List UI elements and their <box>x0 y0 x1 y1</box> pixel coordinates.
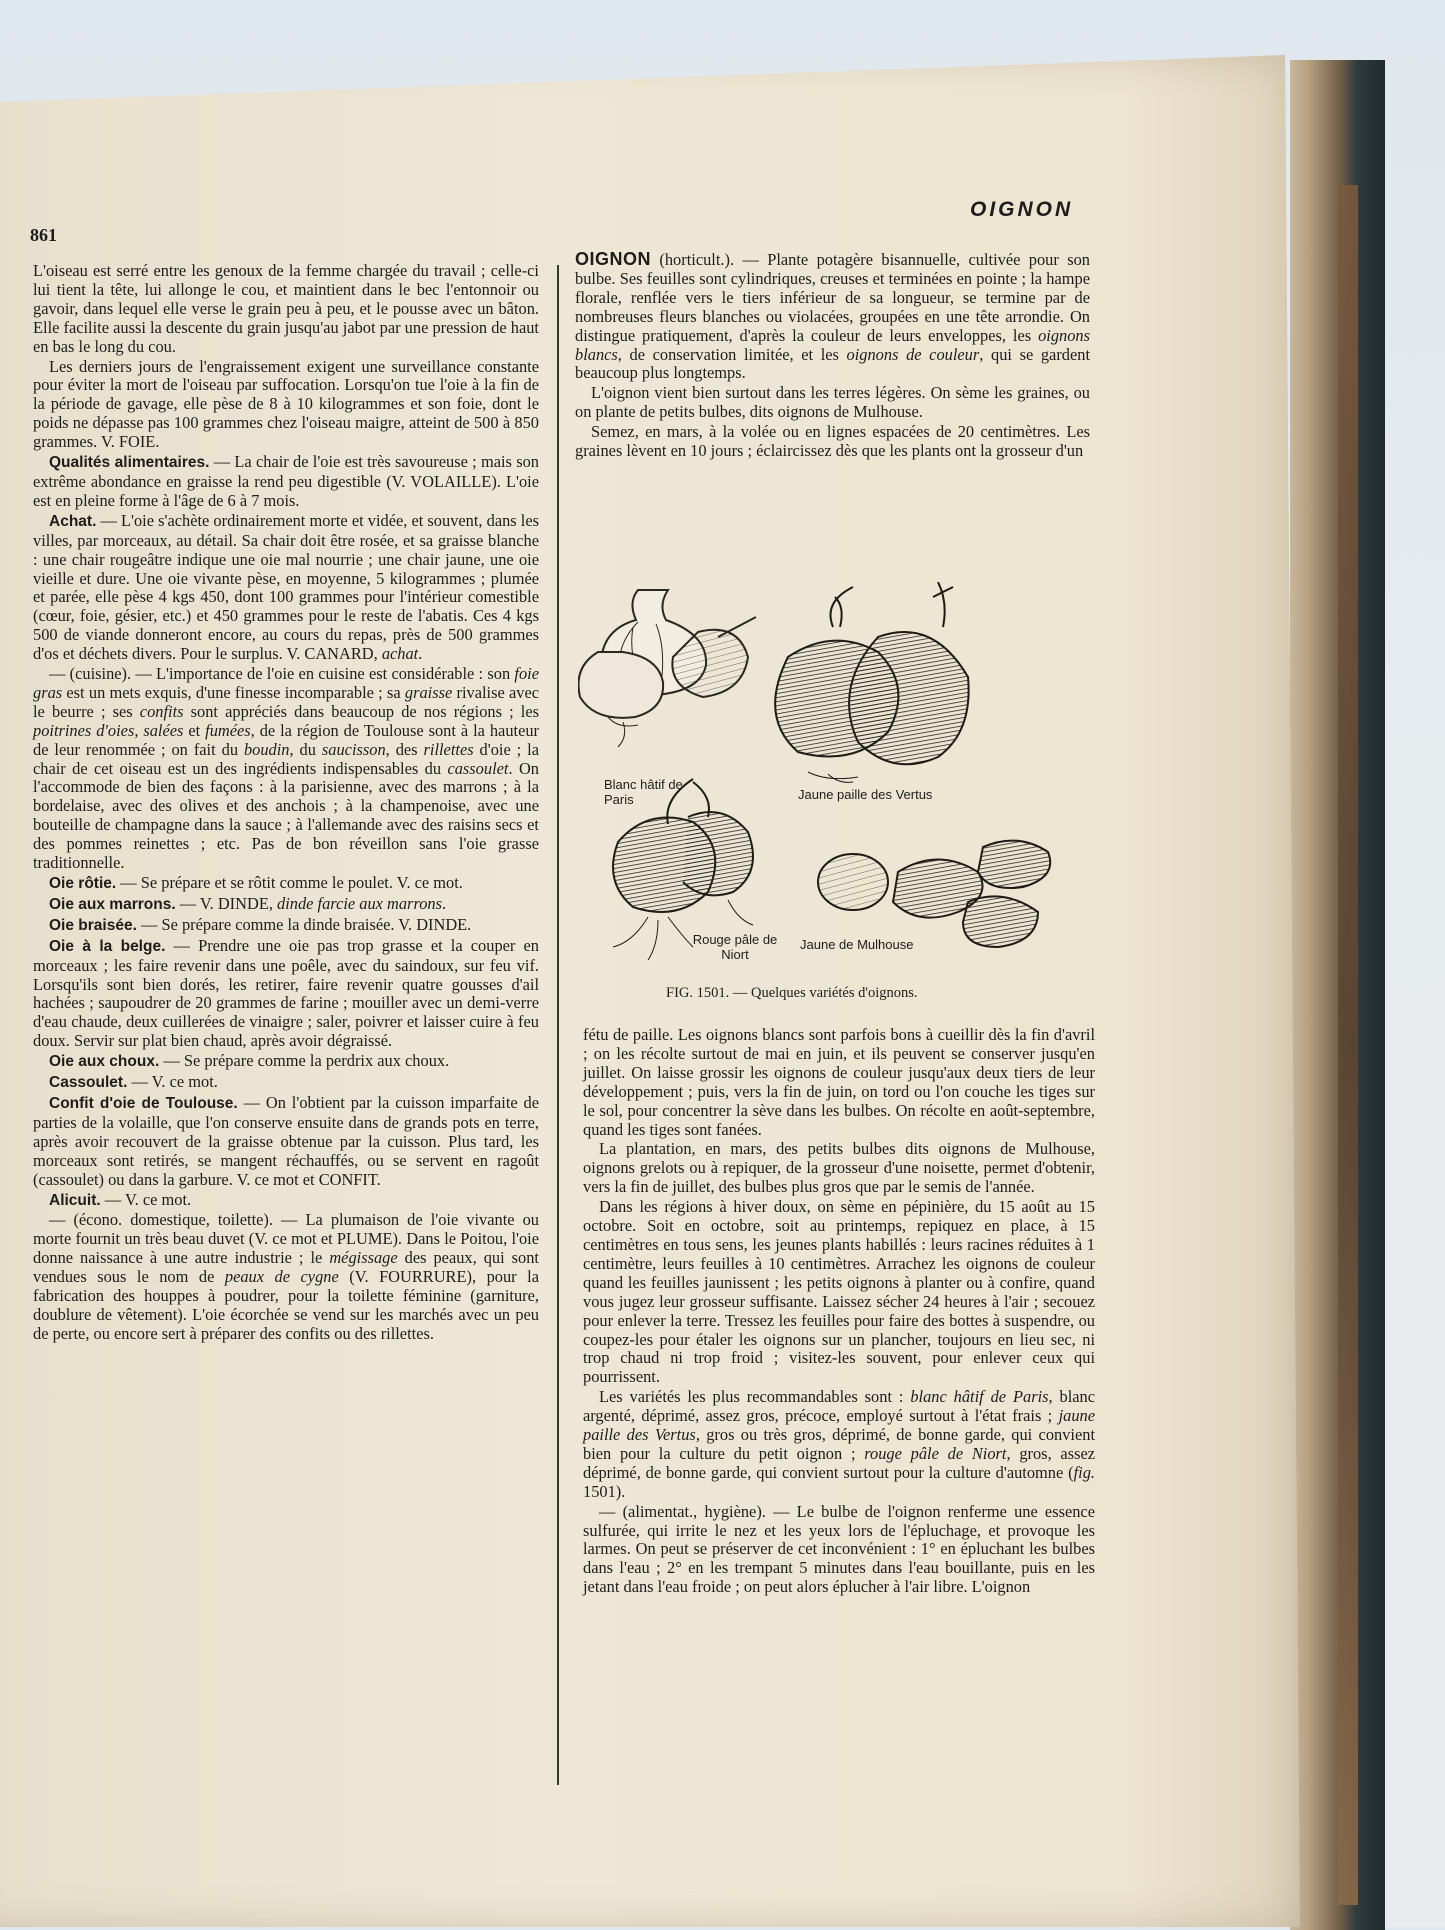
figure-number: FIG. 1501. <box>666 985 730 1001</box>
paragraph <box>575 384 1090 422</box>
paragraph <box>33 916 539 936</box>
label-blanc-hatif: Blanc hâtif de Paris <box>604 777 683 807</box>
text-run: , du <box>289 739 322 759</box>
book-spine-strip <box>1338 185 1358 1905</box>
text-run: jaune paille des Vertus <box>583 1406 1095 1445</box>
text-run: , gros, assez déprimé, de bonne garde, qui convient surtout pour la culture d'automne ( <box>583 1443 1096 1482</box>
text-run: L'oignon vient bien surtout dans les terres légères. On sème les graines, ou on plante de petits bulbes, dits oignons de Mulhouse. <box>575 383 1090 422</box>
paragraph <box>33 1191 539 1211</box>
running-head: OIGNON <box>970 198 1074 221</box>
entry-heading: Confit d'oie de Toulouse. <box>49 1094 238 1112</box>
text-run: — Se prépare et se rôtit comme le poulet. V. ce mot. <box>116 873 463 892</box>
entry-heading: OIGNON <box>575 249 652 269</box>
label-jaune-mulhouse: Jaune de Mulhouse <box>800 937 914 952</box>
text-run: rivalise avec le beurre ; ses <box>33 682 540 721</box>
text-run: peaux de cygne <box>224 1267 339 1287</box>
text-run: — L'oie s'achète ordinairement morte et vidée, et souvent, dans les villes, par morceaux, au détail. Sa chair doit être rosée, et sa graisse blanche : une chair rougeâtre indique une oie mal nourrie ; une chair jaune, une oie vieille et dure. Une oie vivante pèse, en moyenne, 5 kilogrammes ; plumée et parée, elle pèse 4 kgs 450, dont 100 grammes pour l'intérieur comestible (cœur, foie, gésier, etc.) et 450 grammes pour le reste de l'abatis. Ces 4 kgs 500 de viande donneront encore, au cours du repas, près de 500 grammes d'os et déchets divers. Pour le surplus. V. CANARD, <box>33 510 539 664</box>
onion-illustration <box>578 582 1088 974</box>
column-rule <box>557 265 559 1785</box>
entry-heading: Oie à la belge. <box>49 937 166 955</box>
text-run: oignons de couleur <box>846 344 980 364</box>
text-run: boudin <box>243 739 290 759</box>
paragraph <box>583 1140 1095 1197</box>
text-run: achat <box>381 644 419 664</box>
paragraph <box>33 895 539 915</box>
text-run: 1501). <box>583 1481 626 1501</box>
yellow-onion-drawing <box>775 582 968 782</box>
text-run: , de conservation limitée, et les <box>617 344 847 364</box>
page-number: 861 <box>30 225 57 245</box>
text-run: Dans les régions à hiver doux, on sème en pépinière, du 15 août au 15 octobre. Soit en octobre, soit au printemps, repiquez en place, à 15 centimètres en tous sens, les jeunes plants habillés : leurs racines réduites à 1 centimètre, leurs feuilles à 10 centimètres. Arrachez les oignons de couleur quand les feuilles jaunissent ; les petits oignons à planter ou à confire, quand vous jugez leur grosseur suffisante. Laissez sécher 24 heures à l'air ; secouez pour enlever la terre. Tressez les feuilles pour faire des bottes à suspendre, ou coupez-les pour étaler les oignons sur un plancher, toujours en lieu sec, ni trop chaud ni trop froid ; visitez-les souvent, pour enlever ceux qui pourrissent. <box>583 1197 1095 1387</box>
paragraph <box>33 512 539 664</box>
text-run: fig. <box>1073 1462 1095 1482</box>
paragraph <box>33 1073 539 1093</box>
entry-heading: Oie braisée. <box>49 916 137 934</box>
text-run: — Prendre une oie pas trop grasse et la couper en morceaux ; les faire revenir dans une poêle, avec du saindoux, sur feu vif. Lorsqu'ils sont bien dorés, les retirer, faire revenir quatre gousses d'ail hachées ; saupoudrer de 20 grammes de farine ; mouiller avec un demi-verre d'eau chaude, deux cuillerées de vinaigre ; saler, poivrer et laisser cuire à feu doux. Servir sur plat bien chaud, après avoir dégraissé. <box>33 935 539 1051</box>
mulhouse-onion-drawing <box>818 841 1050 947</box>
text-run: poitrines d'oies, salées <box>33 720 184 740</box>
text-run: — Se prépare comme la perdrix aux choux. <box>159 1051 450 1071</box>
text-run: — Se prépare comme la dinde braisée. V. DINDE. <box>136 914 472 934</box>
text-run: — V. ce mot. <box>127 1072 218 1092</box>
text-run: et <box>183 720 206 740</box>
text-run: , qui se gardent beaucoup plus longtemps. <box>575 344 1090 383</box>
right-column-bottom <box>583 1026 1095 1598</box>
text-run: — (écono. domestique, toilette). — La plumaison de l'oie vivante ou morte fournit un très beau duvet (V. ce mot et PLUME). Dans le Poitou, l'oie donne naissance à une autre industrie ; le <box>33 1210 539 1268</box>
text-run: rouge pâle de Niort <box>864 1443 1007 1463</box>
paragraph <box>583 1026 1095 1139</box>
text-run: rillettes <box>423 739 474 759</box>
text-run: blanc hâtif de Paris <box>910 1387 1049 1407</box>
entry-heading: Oie aux marrons. <box>49 895 176 913</box>
entry-heading: Oie rôtie. <box>49 875 117 892</box>
text-run: (V. FOURRURE), pour la fabrication des houppes à poudrer, pour la toilette féminine (garniture, doublure de vêtement). L'oie écorchée se vend sur les marchés avec un peu de perte, ou encore sert à préparer des confits ou des rillettes. <box>33 1267 539 1343</box>
text-run: — (alimentat., hygiène). — Le bulbe de l'oignon renferme une essence sulfurée, qui irrite le nez et les yeux lors de l'épluchage, et provoque les larmes. On peut se préserver de cet inconvénient : 1° en épluchant les bulbes dans l'eau ; 2° en les trempant 5 minutes dans l'eau bouillante, puis en les jetant dans l'eau froide ; on peut alors éplucher à l'air libre. L'oignon <box>583 1501 1095 1597</box>
paragraph <box>583 1198 1095 1387</box>
text-run: , gros ou très gros, déprimé, de bonne garde, qui convient bien pour la culture du petit oignon ; <box>583 1425 1095 1463</box>
entry-heading: Qualités alimentaires. <box>49 454 210 472</box>
text-run: mégissage <box>329 1248 398 1268</box>
paragraph <box>33 937 539 1051</box>
text-run: fétu de paille. Les oignons blancs sont parfois bons à cueillir dès la fin d'avril ; on les récolte surtout de mai en juin, et ils peuvent se conserver jusqu'en juillet. On laisse grossir les oignons de couleur jusqu'aux deux tiers de leur développement ; puis, vers la fin de juin, on tord ou l'on couche les tiges sur le sol, pour concentrer la sève dans les bulbes. On récolte en août-septembre, quand les tiges sont fanées. <box>583 1025 1095 1139</box>
text-run: — V. ce mot. <box>100 1189 192 1209</box>
white-onion-drawing <box>578 590 756 747</box>
entry-heading: Oie aux choux. <box>49 1053 160 1071</box>
right-column-top <box>575 250 1090 462</box>
text-run: . On l'accommode de bien des façons : à la parisienne, avec des marrons ; à la bordelaise, avec des olives et des anchois ; à la champenoise, avec une bouteille de champagne dans la sauce ; à l'allemande avec des raisins secs et des pommes reinettes ; etc. Pas de bon réveillon sans l'oie grasse traditionnelle. <box>33 758 539 873</box>
text-run: (horticult.). — Plante potagère bisannuelle, cultivée pour son bulbe. Ses feuilles sont cylindriques, creuses et terminées en pointe ; la hampe florale, renflée vers le tiers inférieur de sa longueur, se termine par de nombreuses fleurs blanches ou violacées, groupées en une tête arrondie. On distingue pratiquement, d'après la couleur de leurs enveloppes, les <box>575 250 1090 345</box>
paragraph <box>583 1388 1095 1501</box>
text-run: Les derniers jours de l'engraissement exigent une surveillance constante pour éviter la mort de l'oiseau par suffocation. Lorsqu'on tue l'oie à la fin de la période de gavage, elle pèse de 8 à 10 kilogrammes et son foie, dont le poids ne dépasse pas 100 grammes chez l'oiseau maigre, atteint de 500 à 850 grammes. V. FOIE. <box>33 356 539 452</box>
text-run: Semez, en mars, à la volée ou en lignes espacées de 20 centimètres. Les graines lèvent en 10 jours ; éclaircissez dès que les plants ont la grosseur d'un <box>575 422 1090 461</box>
paragraph <box>33 1211 539 1343</box>
entry-heading: Achat. <box>49 512 97 530</box>
paragraph <box>33 358 539 453</box>
text-run: , blanc argenté, déprimé, assez gros, précoce, employé surtout à l'état frais ; <box>583 1387 1095 1426</box>
text-run: d'oie ; la chair de cet oiseau est un des ingrédients indispensables du <box>33 739 540 778</box>
paragraph <box>33 1052 539 1072</box>
text-run: oignons blancs <box>575 325 1090 364</box>
paragraph <box>33 262 539 357</box>
label-jaune-paille: Jaune paille des Vertus <box>798 787 933 802</box>
left-column <box>33 262 539 1345</box>
text-run: . <box>418 644 423 664</box>
text-run: fumées <box>205 720 251 740</box>
text-run: est un mets exquis, d'une finesse incomparable ; sa <box>62 682 405 702</box>
text-run: La plantation, en mars, des petits bulbes dits oignons de Mulhouse, oignons grelots ou à repiquer, de la grosseur d'une noisette, permet d'obtenir, vers la fin de juillet, des bulbes plus gros que par le semis de l'année. <box>583 1139 1095 1197</box>
text-run: saucisson <box>321 739 386 759</box>
paragraph <box>33 1094 539 1190</box>
entry-heading: Alicuit. <box>49 1191 101 1209</box>
paragraph <box>575 423 1090 461</box>
text-run: — La chair de l'oie est très savoureuse ; mais son extrême abondance en graisse la rend peu digestible (V. VOLAILLE). L'oie est en pleine forme à l'âge de 6 à 7 mois. <box>33 452 539 510</box>
paragraph <box>33 665 539 873</box>
text-run: graisse <box>404 682 453 702</box>
figure-caption <box>666 985 918 1002</box>
paragraph <box>583 1503 1095 1598</box>
text-run: L'oiseau est serré entre les genoux de la femme chargée du travail ; celle-ci lui tient la tête, lui allonge le cou, et maintient dans le bec l'entonnoir ou gavoir, dans lequel elle verse le grain peu à peu, et le pousse avec un bâton. Elle facilite aussi la descente du grain jusqu'au jabot par une pression de haut en bas le long du cou. <box>33 261 539 356</box>
text-run: — V. DINDE, <box>175 893 278 913</box>
entry-heading: Cassoulet. <box>49 1074 128 1092</box>
paragraph <box>33 874 539 894</box>
figure-caption-text: — Quelques variétés d'oignons. <box>729 985 918 1001</box>
text-run: — (cuisine). — L'importance de l'oie en cuisine est considérable : son <box>49 664 515 684</box>
text-run: des peaux, qui sont vendues sous le nom de <box>33 1248 539 1287</box>
text-run: Les variétés les plus recommandables sont : <box>599 1387 911 1407</box>
text-run: dinde farcie aux marrons <box>277 893 442 913</box>
text-run: , des <box>385 739 424 759</box>
text-run: , de la région de Toulouse sont à la hauteur de leur renommée ; on fait du <box>33 720 539 759</box>
text-run: — On l'obtient par la cuisson imparfaite de parties de la volaille, que l'on conserve ensuite dans de grands pots en terre, après avoir recouvert de la graisse obtenue par la cuisson. Plus tard, les morceaux sont retirés, se mangent réchauffés, ou se servent en ragoût (cassoulet) ou dans la garbure. V. ce mot et CONFIT. <box>33 1092 540 1189</box>
text-run: . <box>441 893 447 913</box>
text-run: foie gras <box>33 664 539 702</box>
paragraph <box>33 453 539 511</box>
text-run: confits <box>139 701 184 721</box>
label-rouge-pale: Rouge pâle de Niort <box>692 932 778 962</box>
text-run: sont appréciés dans beaucoup de nos régions ; les <box>183 701 539 721</box>
text-run: cassoulet <box>447 758 509 778</box>
paragraph <box>575 250 1090 383</box>
